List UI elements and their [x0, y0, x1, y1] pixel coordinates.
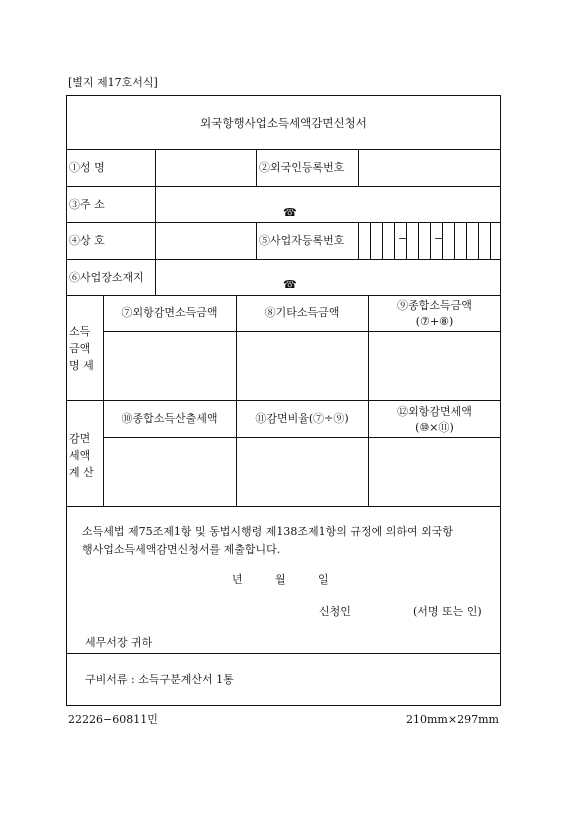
section-label-line: 계 산: [69, 466, 94, 480]
divider: [66, 149, 501, 150]
divider: [66, 653, 501, 654]
statement-text: 행사업소득세액감면신청서를 제출합니다.: [82, 543, 281, 556]
telephone-icon: ☎: [283, 278, 297, 291]
income-8-field[interactable]: [238, 333, 366, 398]
trade-name-field[interactable]: [157, 224, 254, 257]
attachments-text: 구비서류 : 소득구분계산서 1통: [85, 673, 234, 686]
date-day-label: 일: [318, 573, 329, 586]
form-number-tag: [별지 제17호서식]: [68, 76, 158, 89]
divider: [236, 295, 237, 506]
divider: [256, 222, 257, 259]
col-header-9: ⑨종합소득금액: [397, 299, 472, 312]
date-year-label: 년: [232, 573, 243, 586]
divider: [66, 186, 501, 187]
page-title: 외국항행사업소득세액감면신청서: [200, 116, 367, 130]
section-label-line: 감면: [69, 432, 91, 445]
trade-name-label: ④상 호: [69, 234, 105, 247]
form-code: 22226−60811민: [68, 713, 158, 726]
col-header-10: ⑩종합소득산출세액: [121, 412, 218, 425]
foreign-registration-label: ②외국인등록번호: [259, 161, 345, 174]
col-header-9-formula: (⑦+⑧): [415, 315, 454, 328]
recipient-label: 세무서장 귀하: [85, 636, 153, 649]
divider: [103, 331, 501, 332]
registration-separator: −: [434, 232, 444, 245]
col-header-8: ⑧기타소득금액: [264, 306, 340, 319]
tax-section-label: [69, 430, 105, 481]
col-header-12: ⑫외항감면세액: [397, 405, 472, 418]
tax-12-field[interactable]: [370, 439, 499, 504]
income-9-field[interactable]: [370, 333, 499, 398]
divider: [66, 295, 501, 296]
telephone-icon: ☎: [283, 206, 297, 219]
business-registration-field[interactable]: [359, 223, 500, 258]
paper-size: 210mm×297mm: [406, 713, 499, 726]
col-header-7: ⑦외항감면소득금액: [121, 306, 218, 319]
tax-11-field[interactable]: [238, 439, 366, 504]
section-label-line: 세액: [69, 449, 91, 463]
name-label: ①성 명: [69, 161, 105, 174]
foreign-registration-field[interactable]: [360, 151, 499, 184]
workplace-label: ⑥사업장소재지: [69, 271, 144, 284]
col-header-12-formula: (⑩×⑪): [415, 421, 454, 434]
divider: [66, 506, 501, 507]
registration-separator: −: [398, 232, 408, 245]
statement-text: 소득세법 제75조제1항 및 동법시행령 제138조제1항의 규정에 의하여 외국항: [82, 525, 453, 538]
income-7-field[interactable]: [105, 333, 234, 398]
name-field[interactable]: [157, 151, 254, 184]
section-label-line: 명 세: [69, 359, 94, 373]
applicant-label: 신청인: [319, 605, 351, 618]
address-field[interactable]: [157, 188, 499, 220]
divider: [66, 259, 501, 260]
tax-10-field[interactable]: [105, 439, 234, 504]
section-label-line: 금액: [69, 342, 91, 356]
date-month-label: 월: [275, 573, 286, 586]
workplace-field[interactable]: [157, 261, 499, 293]
business-registration-label: ⑤사업자등록번호: [259, 234, 345, 247]
divider: [256, 149, 257, 186]
address-label: ③주 소: [69, 198, 105, 211]
col-header-11: ⑪감면비율(⑦÷⑨): [255, 412, 349, 425]
signature-label: (서명 또는 인): [413, 605, 482, 618]
divider: [103, 437, 501, 438]
divider: [66, 400, 501, 401]
divider: [358, 149, 359, 186]
section-label-line: 소득: [69, 325, 91, 338]
divider: [155, 149, 156, 295]
income-section-label: [69, 323, 105, 374]
